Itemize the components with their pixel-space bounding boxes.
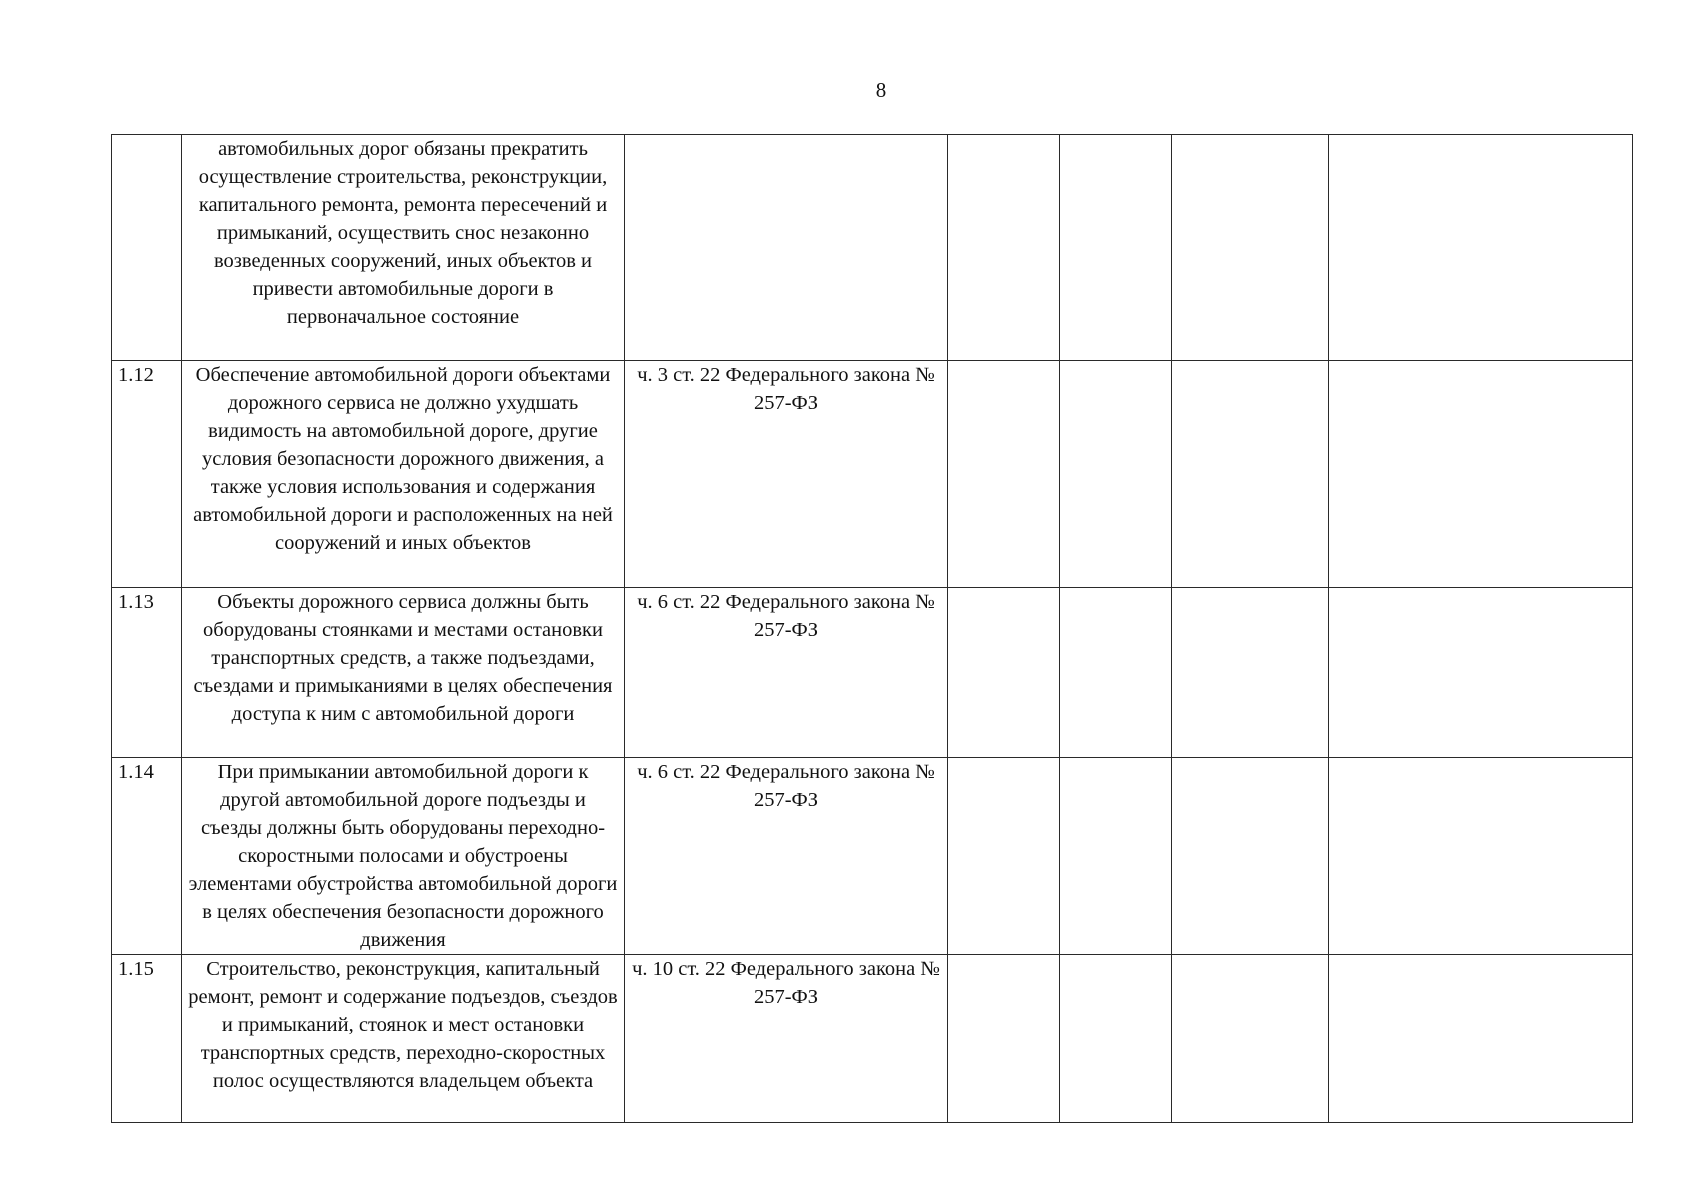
empty-cell — [1060, 135, 1172, 361]
empty-cell — [1329, 955, 1633, 1123]
empty-cell — [948, 758, 1060, 955]
legal-reference: ч. 6 ст. 22 Федерального закона № 257-ФЗ — [625, 758, 948, 955]
requirement-text: Строительство, реконструкция, капитальный ремонт, ремонт и содержание подъездов, съездов и примыканий, стоянок и мест остановки транспортных средств, переходно-скоростных полос осуществляются владельцем объекта — [182, 955, 625, 1123]
empty-cell — [948, 361, 1060, 588]
legal-reference: ч. 6 ст. 22 Федерального закона № 257-ФЗ — [625, 588, 948, 758]
requirement-text: Объекты дорожного сервиса должны быть оборудованы стоянками и местами остановки транспортных средств, а также подъездами, съездами и примыканиями в целях обеспечения доступа к ним с автомобильной дороги — [182, 588, 625, 758]
table-row — [112, 588, 1633, 758]
page-number: 8 — [875, 78, 887, 102]
table-row — [112, 361, 1633, 588]
empty-cell — [1060, 361, 1172, 588]
row-number: 1.14 — [112, 758, 182, 955]
table-row — [112, 758, 1633, 955]
empty-cell — [1060, 955, 1172, 1123]
empty-cell — [1172, 135, 1329, 361]
empty-cell — [948, 135, 1060, 361]
legal-reference — [625, 135, 948, 361]
empty-cell — [1172, 361, 1329, 588]
legal-reference: ч. 10 ст. 22 Федерального закона № 257-ФЗ — [625, 955, 948, 1123]
empty-cell — [1329, 135, 1633, 361]
empty-cell — [948, 588, 1060, 758]
empty-cell — [1172, 588, 1329, 758]
empty-cell — [1172, 758, 1329, 955]
row-number: 1.15 — [112, 955, 182, 1123]
empty-cell — [1329, 588, 1633, 758]
empty-cell — [1329, 361, 1633, 588]
row-number: 1.13 — [112, 588, 182, 758]
empty-cell — [1329, 758, 1633, 955]
requirement-text: При примыкании автомобильной дороги к другой автомобильной дороге подъезды и съезды должны быть оборудованы переходно-скоростными полосами и обустроены элементами обустройства автомобильной дороги в целях обеспечения безопасности дорожного движения — [182, 758, 625, 955]
requirement-text: Обеспечение автомобильной дороги объектами дорожного сервиса не должно ухудшать видимость на автомобильной дороге, другие условия безопасности дорожного движения, а также условия использования и содержания автомобильной дороги и расположенных на ней сооружений и иных объектов — [182, 361, 625, 588]
row-number — [112, 135, 182, 361]
table-row — [112, 135, 1633, 361]
requirements-table — [111, 134, 1633, 1123]
requirement-text: автомобильных дорог обязаны прекратить осуществление строительства, реконструкции, капитального ремонта, ремонта пересечений и примыканий, осуществить снос незаконно возведенных сооружений, иных объектов и привести автомобильные дороги в первоначальное состояние — [182, 135, 625, 361]
empty-cell — [948, 955, 1060, 1123]
legal-reference: ч. 3 ст. 22 Федерального закона № 257-ФЗ — [625, 361, 948, 588]
empty-cell — [1060, 758, 1172, 955]
empty-cell — [1060, 588, 1172, 758]
row-number: 1.12 — [112, 361, 182, 588]
empty-cell — [1172, 955, 1329, 1123]
table-row — [112, 955, 1633, 1123]
